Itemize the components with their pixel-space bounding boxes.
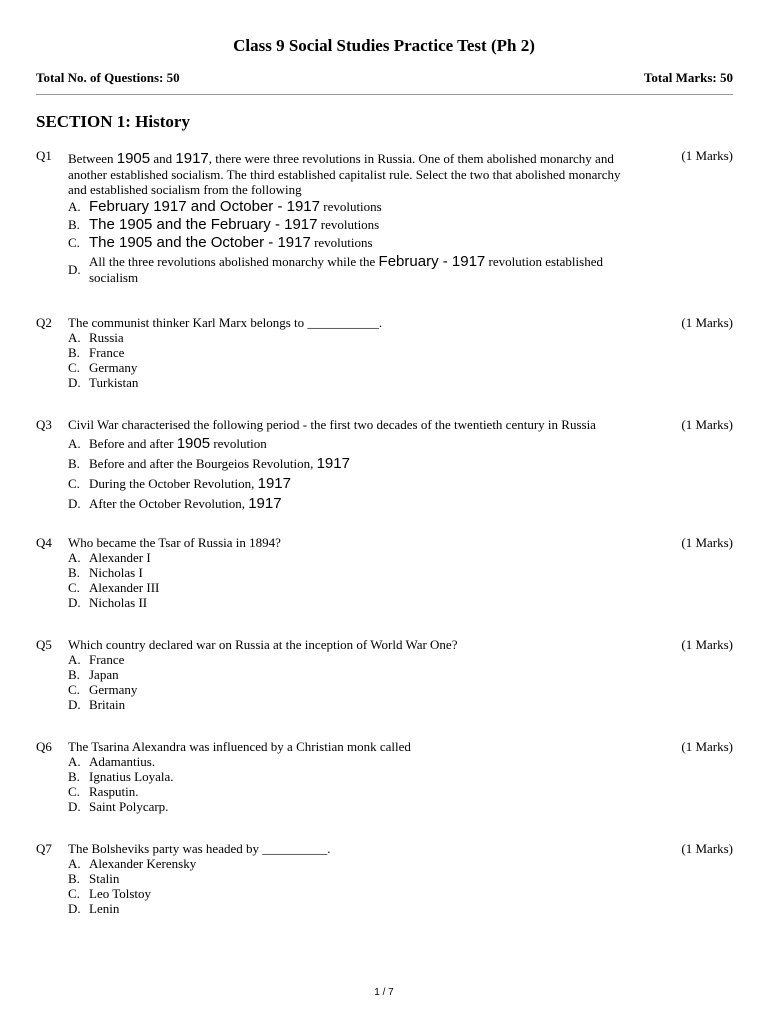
option-label: B. — [68, 565, 80, 580]
option-label: B. — [68, 871, 80, 886]
option-label: C. — [68, 580, 80, 595]
answer-options — [68, 652, 733, 712]
question-marks: (1 Marks) — [681, 841, 733, 856]
question-number: Q6 — [36, 739, 52, 754]
header-divider — [36, 94, 733, 95]
question-number: Q2 — [36, 315, 52, 330]
option-text: The 1905 and the February - 1917 revolutions — [89, 216, 380, 233]
option-d[interactable] — [68, 375, 733, 390]
option-text: Lenin — [89, 901, 120, 916]
question-marks: (1 Marks) — [681, 637, 733, 652]
question-number: Q4 — [36, 535, 52, 550]
option-c[interactable] — [68, 360, 733, 375]
section-title: SECTION 1: History — [36, 112, 190, 131]
option-text: Before and after the Bourgeios Revolution, 1917 — [89, 455, 350, 472]
option-text: Alexander III — [89, 580, 160, 595]
total-marks: Total Marks: 50 — [643, 70, 733, 85]
question-4 — [36, 535, 733, 610]
option-text: France — [89, 652, 125, 667]
answer-options — [68, 198, 733, 285]
question-text: Who became the Tsar of Russia in 1894? — [68, 535, 281, 550]
question-text: The communist thinker Karl Marx belongs to ___________. — [68, 315, 383, 330]
option-d[interactable] — [68, 595, 733, 610]
option-text: Germany — [89, 682, 138, 697]
option-text: February 1917 and October - 1917 revolutions — [89, 198, 382, 215]
question-marks: (1 Marks) — [681, 739, 733, 754]
answer-options — [68, 330, 733, 390]
option-a[interactable] — [68, 754, 733, 769]
option-c[interactable] — [68, 234, 733, 251]
answer-options — [68, 754, 733, 814]
option-text: Alexander Kerensky — [89, 856, 197, 871]
question-6 — [36, 739, 733, 814]
option-text: Nicholas II — [89, 595, 148, 610]
option-a[interactable] — [68, 198, 733, 215]
option-c[interactable] — [68, 580, 733, 595]
question-number: Q1 — [36, 148, 52, 163]
option-b[interactable] — [68, 455, 733, 472]
option-text: Saint Polycarp. — [89, 799, 169, 814]
option-b[interactable] — [68, 345, 733, 360]
option-label: A. — [68, 199, 81, 214]
question-marks: (1 Marks) — [681, 315, 733, 330]
option-a[interactable] — [68, 435, 733, 452]
option-a[interactable] — [68, 330, 733, 345]
option-d[interactable] — [68, 901, 733, 916]
question-text: The Bolsheviks party was headed by __________. — [68, 841, 331, 856]
option-label: D. — [68, 496, 81, 511]
option-text: During the October Revolution, 1917 — [89, 475, 291, 492]
option-a[interactable] — [68, 550, 733, 565]
option-label: D. — [68, 901, 81, 916]
option-label: B. — [68, 769, 80, 784]
question-2 — [36, 315, 733, 390]
question-text: Which country declared war on Russia at the inception of World War One? — [68, 637, 458, 652]
option-label: B. — [68, 217, 80, 232]
option-label: D. — [68, 261, 81, 277]
option-text: Ignatius Loyala. — [89, 769, 174, 784]
option-label: A. — [68, 550, 81, 565]
option-label: A. — [68, 436, 81, 451]
option-a[interactable] — [68, 652, 733, 667]
option-text: Germany — [89, 360, 138, 375]
page-title: Class 9 Social Studies Practice Test (Ph 2) — [233, 36, 535, 55]
option-text: The 1905 and the October - 1917 revolutions — [89, 234, 373, 251]
option-label: A. — [68, 330, 81, 345]
option-text: Russia — [89, 330, 124, 345]
total-questions: Total No. of Questions: 50 — [36, 70, 180, 85]
option-b[interactable] — [68, 565, 733, 580]
option-label: C. — [68, 476, 80, 491]
option-b[interactable] — [68, 871, 733, 886]
option-label: B. — [68, 667, 80, 682]
option-label: C. — [68, 886, 80, 901]
question-text: Between 1905 and 1917, there were three revolutions in Russia. One of them abolished monarchy and another established socialism. The third established capitalist rule. Select the two that abolished monarchy and established socialism from the following — [68, 150, 621, 197]
option-text: Adamantius. — [89, 754, 156, 769]
option-text: Stalin — [89, 871, 120, 886]
option-b[interactable] — [68, 216, 733, 233]
question-marks: (1 Marks) — [681, 417, 733, 432]
answer-options — [68, 435, 733, 512]
option-text: France — [89, 345, 125, 360]
question-marks: (1 Marks) — [681, 148, 733, 163]
option-label: A. — [68, 856, 81, 871]
option-label: B. — [68, 345, 80, 360]
question-3 — [36, 417, 733, 512]
option-d[interactable] — [68, 495, 733, 512]
option-text: Britain — [89, 697, 126, 712]
option-text: After the October Revolution, 1917 — [89, 495, 282, 512]
test-meta — [36, 70, 733, 86]
question-number: Q3 — [36, 417, 52, 432]
question-1 — [36, 148, 733, 285]
option-c[interactable] — [68, 784, 733, 799]
question-text: The Tsarina Alexandra was influenced by a Christian monk called — [68, 739, 411, 754]
option-d[interactable] — [68, 697, 733, 712]
option-text: Rasputin. — [89, 784, 139, 799]
option-label: D. — [68, 595, 81, 610]
page-number: 1 / 7 — [374, 987, 394, 998]
question-number: Q5 — [36, 637, 52, 652]
option-d[interactable] — [68, 253, 733, 285]
option-text: Nicholas I — [89, 565, 143, 580]
option-text: Leo Tolstoy — [89, 886, 152, 901]
option-text: Alexander I — [89, 550, 151, 565]
question-marks: (1 Marks) — [681, 535, 733, 550]
option-label: B. — [68, 456, 80, 471]
option-b[interactable] — [68, 769, 733, 784]
answer-options — [68, 856, 733, 916]
question-text: Civil War characterised the following period - the first two decades of the twentieth century in Russia — [68, 417, 596, 432]
option-label: D. — [68, 375, 81, 390]
option-a[interactable] — [68, 856, 733, 871]
option-text: All the three revolutions abolished monarchy while the February - 1917 revolution established socialism — [89, 253, 603, 285]
question-5 — [36, 637, 733, 712]
option-text: Turkistan — [89, 375, 139, 390]
option-label: A. — [68, 754, 81, 769]
option-label: C. — [68, 682, 80, 697]
option-c[interactable] — [68, 682, 733, 697]
option-c[interactable] — [68, 886, 733, 901]
answer-options — [68, 550, 733, 610]
question-7 — [36, 841, 733, 916]
option-text: Japan — [89, 667, 119, 682]
option-label: C. — [68, 784, 80, 799]
question-number: Q7 — [36, 841, 52, 856]
option-label: C. — [68, 360, 80, 375]
option-label: D. — [68, 697, 81, 712]
option-d[interactable] — [68, 799, 733, 814]
option-label: C. — [68, 235, 80, 250]
option-b[interactable] — [68, 667, 733, 682]
option-label: D. — [68, 799, 81, 814]
option-label: A. — [68, 652, 81, 667]
option-text: Before and after 1905 revolution — [89, 435, 267, 452]
option-c[interactable] — [68, 475, 733, 492]
